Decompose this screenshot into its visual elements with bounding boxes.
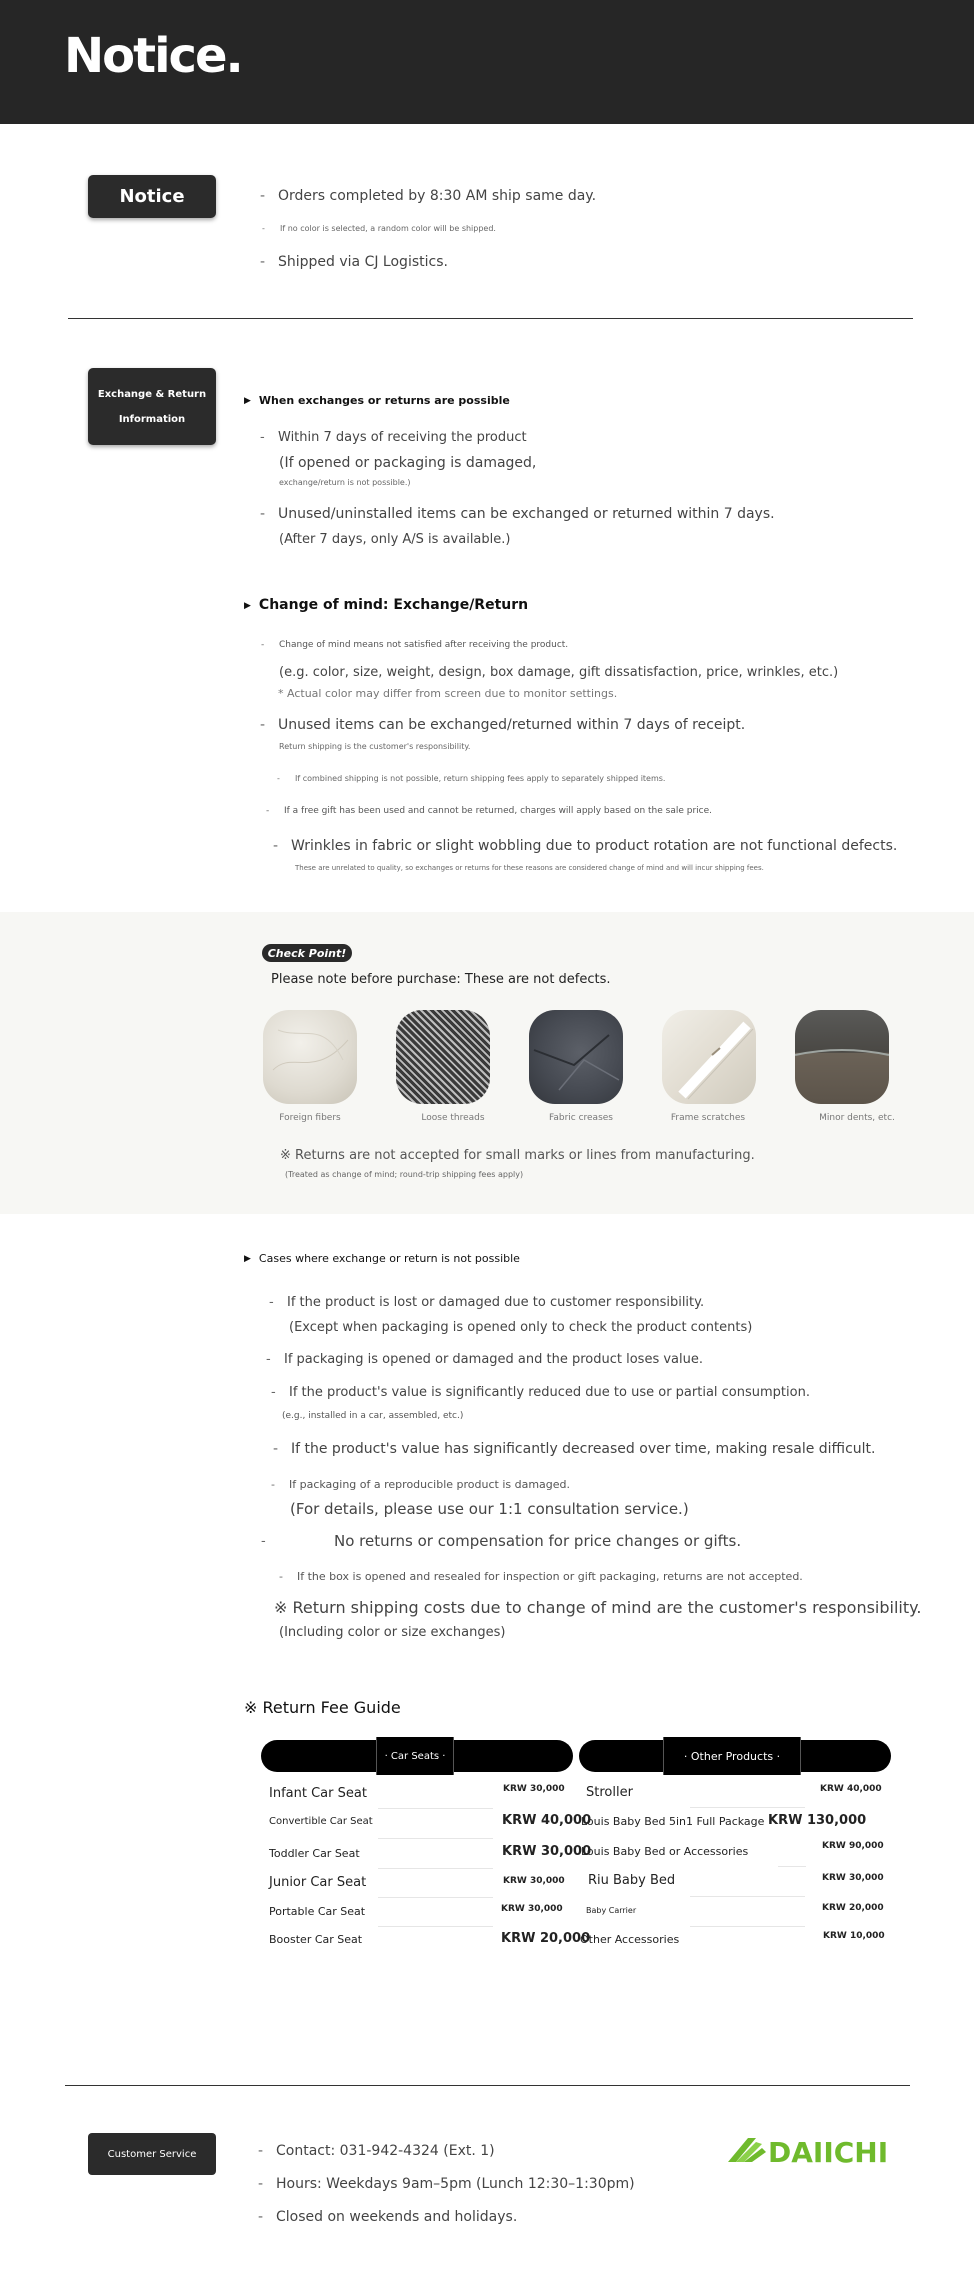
mind-line-1: - Change of mind means not satisfied after receiving the product. bbox=[279, 640, 568, 650]
mind-line-4: - Unused items can be exchanged/returned within 7 days of receipt. bbox=[278, 717, 745, 733]
daiichi-logo bbox=[726, 2130, 896, 2174]
fee-divider bbox=[378, 1897, 493, 1898]
fee-name: Louis Baby Bed 5in1 Full Package bbox=[581, 1815, 765, 1828]
mind-line-6: - If combined shipping is not possible, return shipping fees apply to separately shipped items. bbox=[295, 774, 665, 783]
fee-name: Portable Car Seat bbox=[269, 1905, 366, 1918]
not-possible-line-11: ※ Return shipping costs due to change of mind are the customer's responsibility. bbox=[274, 1598, 922, 1617]
not-possible-line-10: - If the box is opened and resealed for inspection or gift packaging, returns are not accepted. bbox=[297, 1570, 803, 1583]
defect-caption-5: Minor dents, etc. bbox=[819, 1113, 895, 1123]
fee-divider bbox=[690, 1926, 805, 1927]
fee-name: Baby Carrier bbox=[586, 1906, 637, 1915]
exchange-label-line-1: Exchange & Return bbox=[97, 388, 207, 400]
fee-name: Toddler Car Seat bbox=[269, 1847, 360, 1860]
car-seats-tab: · Car Seats · bbox=[376, 1737, 454, 1775]
fee-price: KRW 30,000 bbox=[501, 1904, 563, 1914]
fee-divider bbox=[690, 1807, 805, 1808]
fee-price: KRW 30,000 bbox=[822, 1873, 884, 1883]
fee-divider bbox=[378, 1868, 493, 1869]
fee-name: Junior Car Seat bbox=[269, 1875, 367, 1890]
fee-name: Riu Baby Bed bbox=[588, 1873, 676, 1888]
possible-line-5: (After 7 days, only A/S is available.) bbox=[279, 532, 511, 547]
not-possible-line-9: No returns or compensation for price changes or gifts. bbox=[334, 1532, 742, 1550]
not-possible-dash-9: - bbox=[261, 1534, 266, 1549]
notice-label bbox=[88, 175, 216, 218]
defect-image-foreign-fibers bbox=[263, 1010, 357, 1104]
fee-price: KRW 30,000 bbox=[503, 1784, 565, 1794]
footer-contact: - Contact: 031-942-4324 (Ext. 1) bbox=[276, 2143, 495, 2159]
fee-name: Louis Baby Bed or Accessories bbox=[581, 1845, 749, 1858]
divider bbox=[68, 318, 913, 319]
fee-price: KRW 20,000 bbox=[501, 1931, 591, 1946]
mind-line-7: - If a free gift has been used and cannot be returned, charges will apply based on the sale price. bbox=[284, 806, 712, 816]
mind-heading: ▶ Change of mind: Exchange/Return bbox=[244, 597, 528, 613]
possible-line-2: (If opened or packaging is damaged, bbox=[279, 455, 537, 471]
fee-divider bbox=[778, 1866, 806, 1867]
notice-label-text: Notice bbox=[119, 186, 185, 207]
fee-divider bbox=[378, 1838, 493, 1839]
mind-line-2: (e.g. color, size, weight, design, box damage, gift dissatisfaction, price, wrinkles, etc.) bbox=[279, 665, 839, 680]
defect-image-fabric-creases bbox=[529, 1010, 623, 1104]
checkpoint-title: Please note before purchase: These are not defects. bbox=[271, 972, 611, 987]
shipping-line-3: - Shipped via CJ Logistics. bbox=[278, 254, 448, 270]
not-possible-line-7: - If packaging of a reproducible product is damaged. bbox=[289, 1478, 570, 1491]
not-possible-line-4: - If the product's value is significantly reduced due to use or partial consumption. bbox=[289, 1385, 810, 1400]
defect-caption-1: Foreign fibers bbox=[279, 1113, 341, 1123]
not-possible-line-8: (For details, please use our 1:1 consultation service.) bbox=[290, 1500, 689, 1518]
checkpoint-note-1: ※ Returns are not accepted for small marks or lines from manufacturing. bbox=[280, 1148, 755, 1163]
checkpoint-note-2: (Treated as change of mind; round-trip shipping fees apply) bbox=[285, 1170, 524, 1179]
fee-name: Other Accessories bbox=[580, 1933, 680, 1946]
mind-line-9: These are unrelated to quality, so exchanges or returns for these reasons are considered change of mind and will incur shipping fees. bbox=[295, 864, 764, 872]
daiichi-logo-text: DAIICHI bbox=[768, 2136, 889, 2169]
fee-name: Infant Car Seat bbox=[269, 1786, 367, 1801]
footer-divider bbox=[65, 2085, 910, 2086]
fee-price: KRW 20,000 bbox=[822, 1903, 884, 1913]
fee-name: Stroller bbox=[586, 1785, 633, 1800]
fee-price: KRW 90,000 bbox=[822, 1841, 884, 1851]
checkpoint-badge: Check Point! bbox=[262, 944, 352, 962]
possible-line-3: exchange/return is not possible.) bbox=[279, 478, 411, 487]
mind-line-5: Return shipping is the customer's responsibility. bbox=[279, 742, 471, 751]
not-possible-line-12: (Including color or size exchanges) bbox=[279, 1625, 506, 1640]
not-possible-line-6: - If the product's value has significantly decreased over time, making resale difficult. bbox=[291, 1441, 875, 1457]
fee-divider bbox=[378, 1926, 493, 1927]
fee-price: KRW 10,000 bbox=[823, 1931, 885, 1941]
fee-price: KRW 130,000 bbox=[768, 1813, 867, 1828]
fee-price: KRW 30,000 bbox=[503, 1876, 565, 1886]
other-products-tab: · Other Products · bbox=[663, 1737, 801, 1775]
mind-line-8: - Wrinkles in fabric or slight wobbling due to product rotation are not functional defects. bbox=[291, 838, 897, 854]
fee-name: Booster Car Seat bbox=[269, 1933, 363, 1946]
fee-guide-heading: ※ Return Fee Guide bbox=[244, 1698, 401, 1717]
footer-hours: - Hours: Weekdays 9am–5pm (Lunch 12:30–1:30pm) bbox=[276, 2176, 635, 2192]
not-possible-line-3: - If packaging is opened or damaged and the product loses value. bbox=[284, 1352, 703, 1367]
daiichi-logo-icon bbox=[726, 2130, 896, 2170]
defect-caption-3: Fabric creases bbox=[548, 1113, 613, 1123]
not-possible-line-5: (e.g., installed in a car, assembled, etc.) bbox=[282, 1411, 464, 1421]
fee-divider bbox=[378, 1808, 493, 1809]
fee-price: KRW 30,000 bbox=[502, 1844, 592, 1859]
shipping-line-2: - If no color is selected, a random color will be shipped. bbox=[280, 224, 496, 233]
possible-line-4: - Unused/uninstalled items can be exchanged or returned within 7 days. bbox=[278, 506, 775, 522]
fee-price: KRW 40,000 bbox=[820, 1784, 882, 1794]
possible-heading: ▶ When exchanges or returns are possible bbox=[244, 394, 510, 407]
fee-price: KRW 40,000 bbox=[502, 1813, 592, 1828]
not-possible-heading: ▶ Cases where exchange or return is not possible bbox=[244, 1252, 520, 1265]
shipping-line-1: - Orders completed by 8:30 AM ship same day. bbox=[278, 188, 596, 204]
not-possible-line-1: - If the product is lost or damaged due to customer responsibility. bbox=[287, 1295, 704, 1310]
defect-image-frame-scratches bbox=[662, 1010, 756, 1104]
defect-caption-2: Loose threads bbox=[421, 1113, 485, 1123]
defect-image-minor-dents bbox=[795, 1010, 889, 1104]
page-header bbox=[0, 0, 974, 124]
possible-line-1: - Within 7 days of receiving the product bbox=[278, 430, 527, 445]
mind-line-3: * Actual color may differ from screen due to monitor settings. bbox=[278, 687, 618, 700]
not-possible-line-2: (Except when packaging is opened only to check the product contents) bbox=[289, 1320, 753, 1335]
customer-service-label: Customer Service bbox=[88, 2133, 216, 2175]
exchange-label bbox=[88, 368, 216, 445]
defect-caption-4: Frame scratches bbox=[670, 1113, 746, 1123]
exchange-label-line-2: Information bbox=[118, 413, 186, 425]
defect-image-loose-threads bbox=[396, 1010, 490, 1104]
fee-name: Convertible Car Seat bbox=[269, 1816, 373, 1827]
footer-closed: - Closed on weekends and holidays. bbox=[276, 2209, 517, 2225]
fee-divider bbox=[690, 1896, 805, 1897]
page-title: Notice. bbox=[64, 28, 242, 84]
